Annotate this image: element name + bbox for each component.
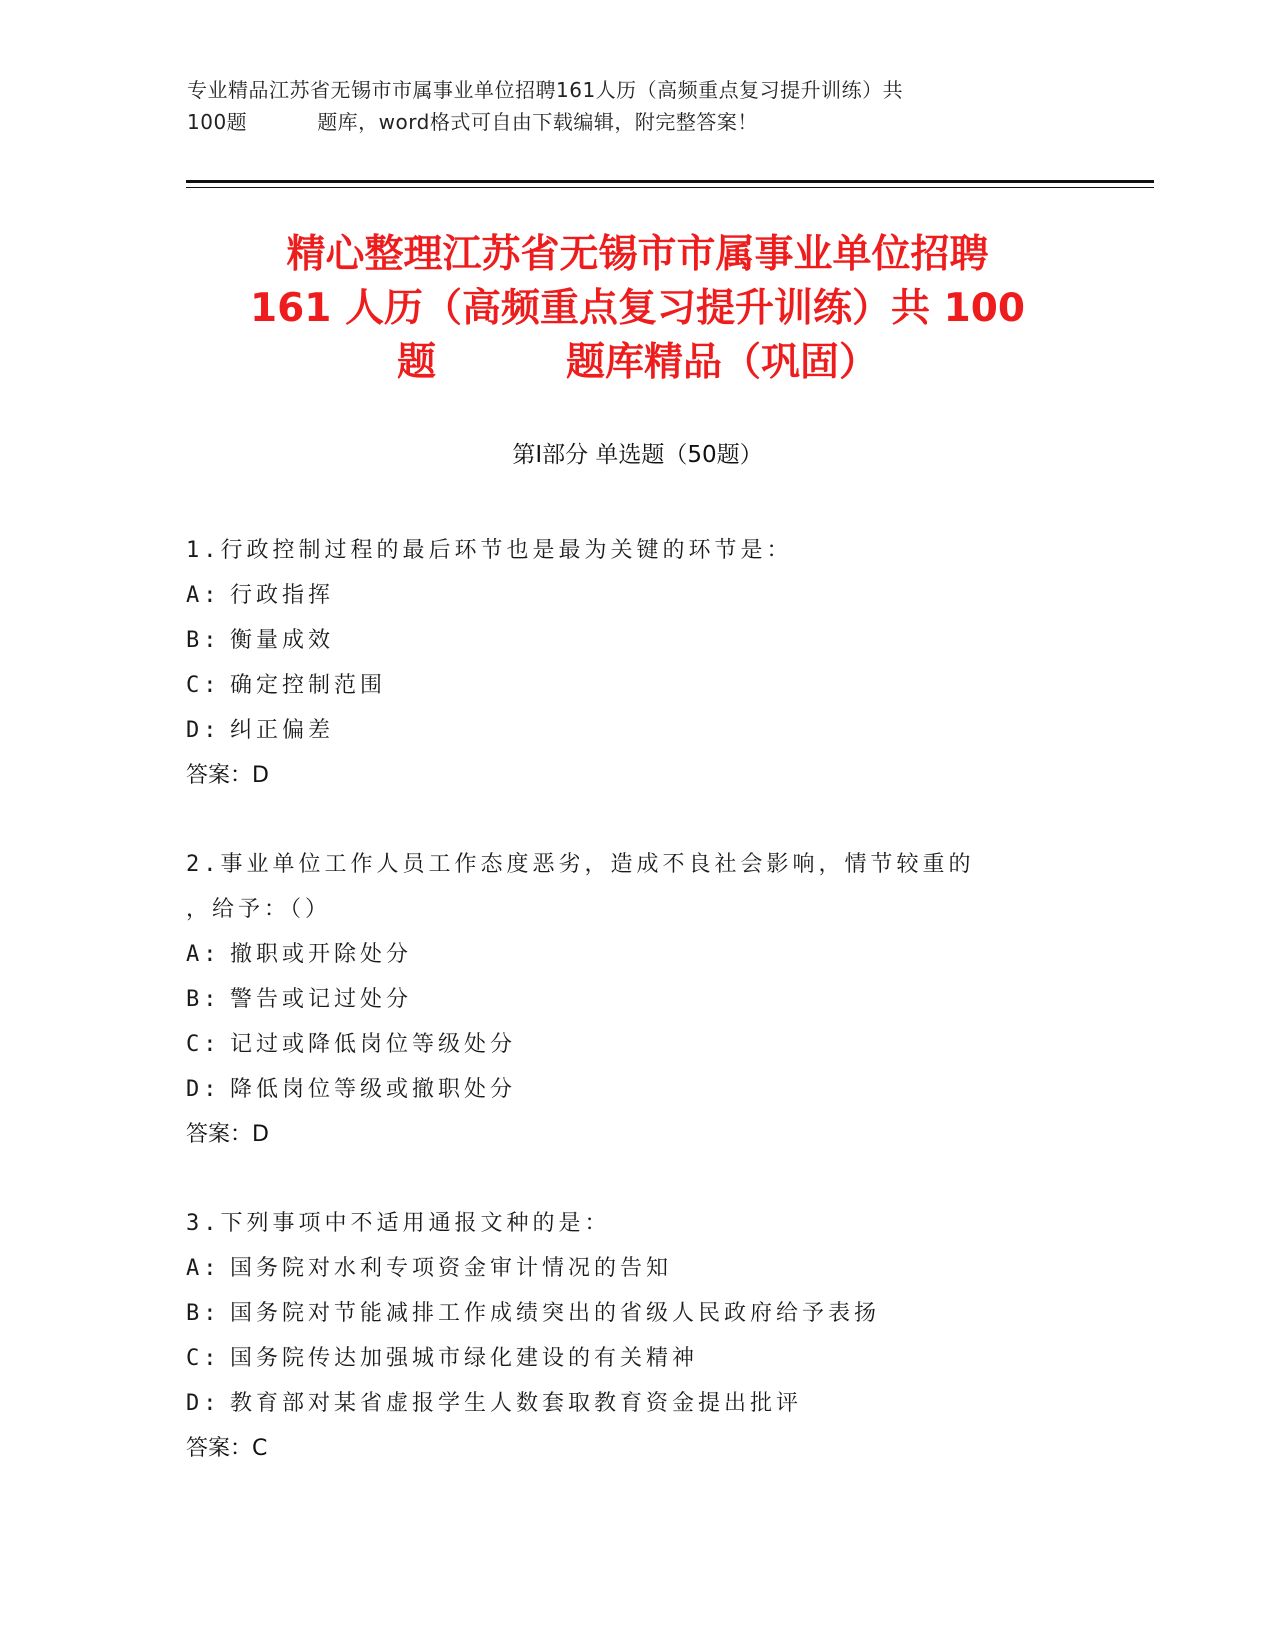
option-key: C: [186, 673, 221, 698]
option-b [186, 977, 1066, 1022]
option-c [186, 1336, 1066, 1381]
header-note-line-1: 专业精品江苏省无锡市市属事业单位招聘161人历（高频重点复习提升训练）共 [187, 78, 904, 102]
option-key: D: [186, 1391, 221, 1416]
question-stem: 1.行政控制过程的最后环节也是最为关键的环节是： [186, 538, 793, 563]
option-text: 教育部对某省虚报学生人数套取教育资金提出批评 [230, 1391, 803, 1416]
option-c [186, 663, 1066, 708]
option-key: A: [186, 1256, 221, 1281]
title-line-3 [150, 336, 1125, 390]
option-a [186, 932, 1066, 977]
option-text: 行政指挥 [230, 583, 335, 608]
option-text: 衡量成效 [230, 628, 335, 653]
option-key: C: [186, 1032, 221, 1057]
question-stem-continued: ，给予：（） [186, 897, 332, 922]
header-note [187, 74, 1087, 138]
section-title: 第Ⅰ部分 单选题（50题） [512, 442, 763, 468]
option-text: 确定控制范围 [230, 673, 387, 698]
option-text: 降低岗位等级或撤职处分 [230, 1077, 517, 1102]
question-1 [186, 528, 1066, 798]
question-stem: 2.事业单位工作人员工作态度恶劣，造成不良社会影响，情节较重的 [186, 852, 975, 877]
option-d [186, 1381, 1066, 1426]
answer: 答案：C [186, 1436, 268, 1461]
header-divider-thick [186, 180, 1154, 183]
header-note-count: 100题 [187, 110, 248, 134]
option-key: B: [186, 628, 221, 653]
title-line-2: 161 人历（高频重点复习提升训练）共 100 [250, 286, 1025, 331]
option-key: B: [186, 1301, 221, 1326]
title-line-3-a: 题 [396, 340, 436, 385]
option-text: 国务院对节能减排工作成绩突出的省级人民政府给予表扬 [230, 1301, 881, 1326]
option-c [186, 1022, 1066, 1067]
option-a [186, 1246, 1066, 1291]
title-line-3-b: 题库精品（巩固） [566, 340, 879, 385]
header-note-line-2 [187, 106, 1087, 138]
option-key: B: [186, 987, 221, 1012]
option-a [186, 573, 1066, 618]
question-2 [186, 842, 1066, 1157]
option-d [186, 708, 1066, 753]
option-key: D: [186, 1077, 221, 1102]
header-divider-thin [186, 187, 1154, 188]
question-stem: 3.下列事项中不适用通报文种的是： [186, 1211, 611, 1236]
option-text: 记过或降低岗位等级处分 [230, 1032, 517, 1057]
option-key: A: [186, 942, 221, 967]
answer: 答案：D [186, 763, 269, 788]
option-text: 纠正偏差 [230, 718, 335, 743]
header-note-desc: 题库，word格式可自由下载编辑，附完整答案！ [317, 110, 758, 134]
answer: 答案：D [186, 1122, 269, 1147]
option-key: C: [186, 1346, 221, 1371]
option-b [186, 618, 1066, 663]
option-text: 国务院对水利专项资金审计情况的告知 [230, 1256, 673, 1281]
document-title [150, 228, 1125, 390]
option-text: 撤职或开除处分 [230, 942, 413, 967]
option-d [186, 1067, 1066, 1112]
title-line-1: 精心整理江苏省无锡市市属事业单位招聘 [286, 232, 989, 277]
option-text: 警告或记过处分 [230, 987, 413, 1012]
option-key: D: [186, 718, 221, 743]
option-text: 国务院传达加强城市绿化建设的有关精神 [230, 1346, 699, 1371]
option-b [186, 1291, 1066, 1336]
question-3 [186, 1201, 1066, 1471]
option-key: A: [186, 583, 221, 608]
question-list [186, 528, 1066, 1515]
